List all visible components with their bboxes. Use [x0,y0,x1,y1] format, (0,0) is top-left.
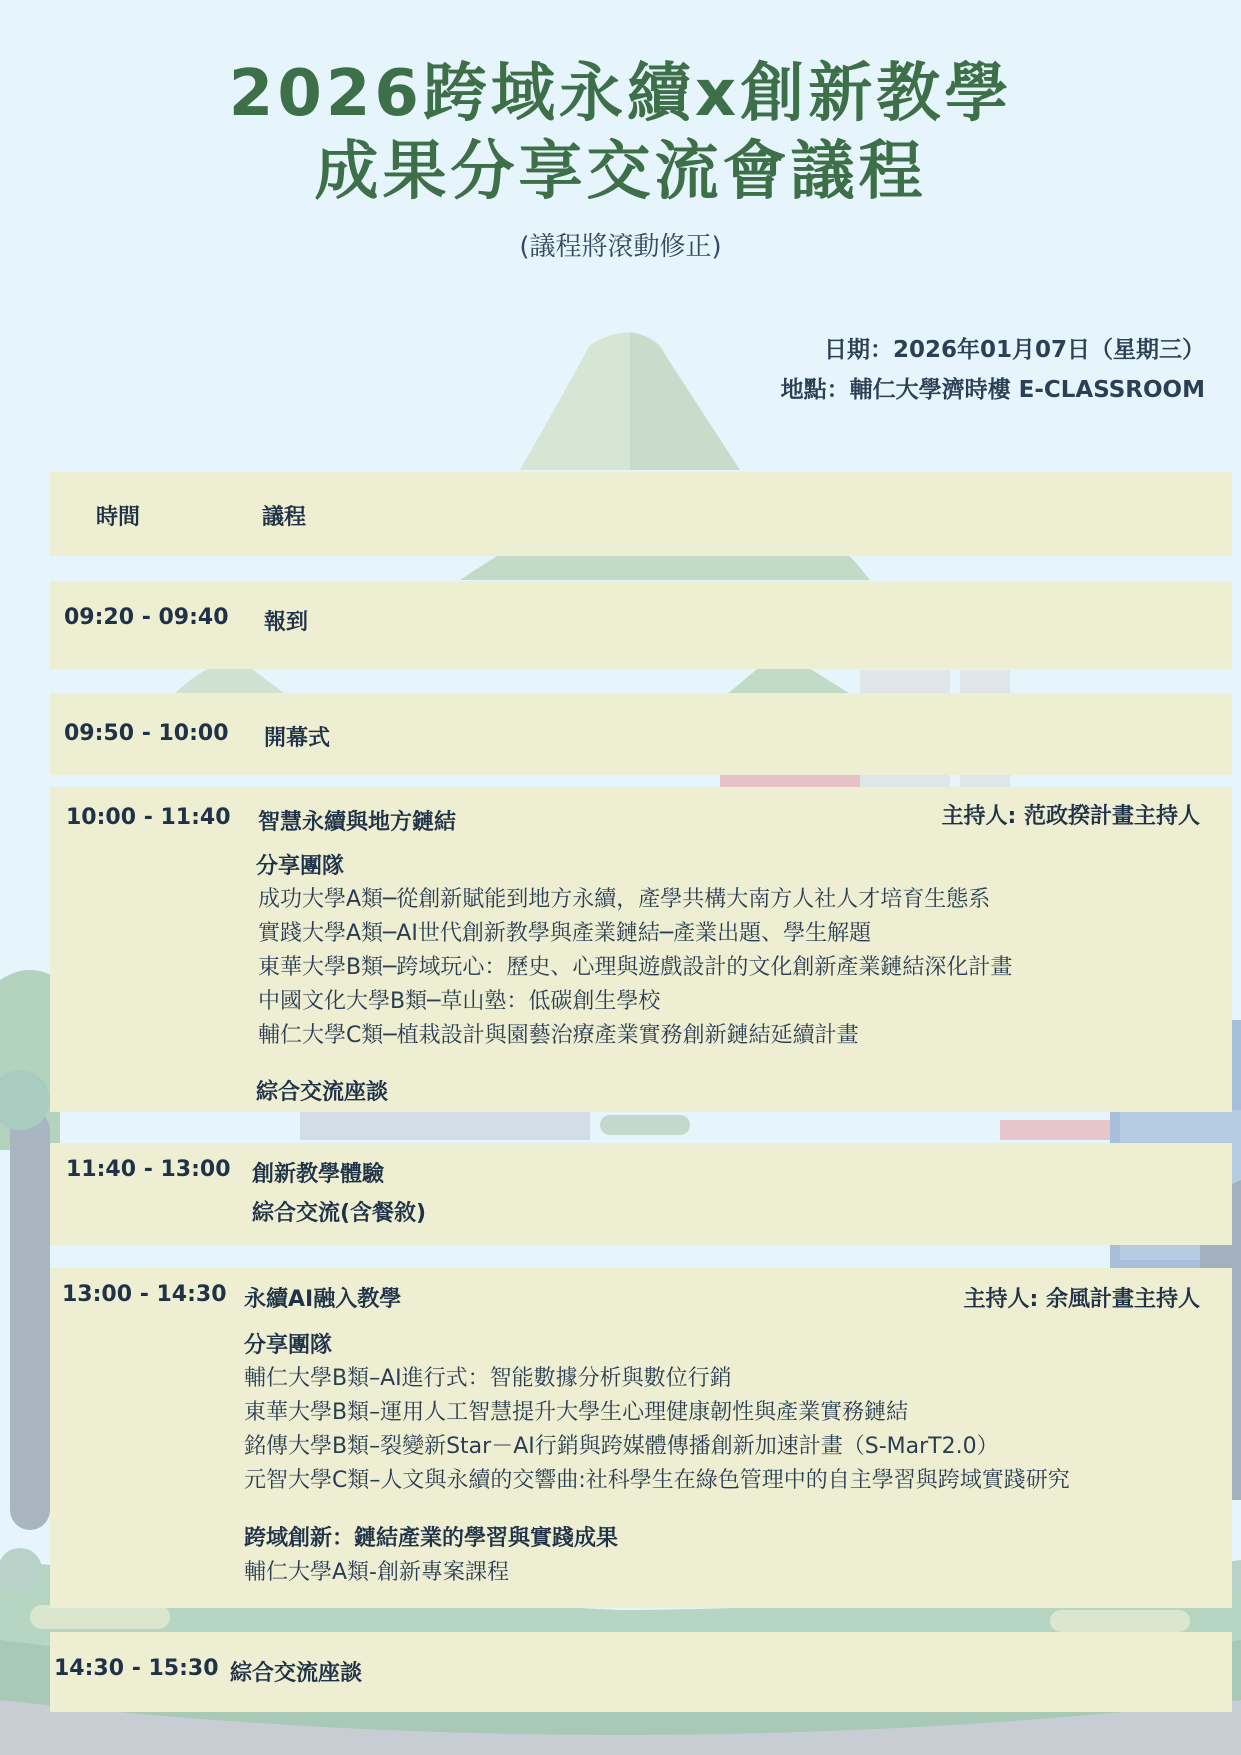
session-time: 09:50 - 10:00 [64,721,229,746]
event-meta [781,330,1205,410]
session-title: 報到 [264,610,309,635]
sharing-team-item: 輔仁大學B類–AI進行式：智能數據分析與數位行銷 [244,1366,732,1391]
agenda-row [50,581,1232,669]
agenda-table-header [50,472,1232,556]
session-time: 14:30 - 15:30 [54,1656,219,1681]
event-location: 地點：輔仁大學濟時樓 E-CLASSROOM [780,377,1205,403]
header-agenda-label: 議程 [262,505,307,530]
session-title: 開幕式 [264,726,331,751]
page-title-line-2: 成果分享交流會議程 [314,135,927,209]
sharing-team-item: 輔仁大學C類─植栽設計與園藝治療產業實務創新鏈結延續計畫 [258,1023,859,1048]
sharing-team-item: 元智大學C類–人文與永續的交響曲:社科學生在綠色管理中的自主學習與跨域實踐研究 [244,1468,1070,1493]
session-host: 主持人: 范政揆計畫主持人 [941,804,1200,829]
sharing-team-label: 分享團隊 [244,1333,333,1358]
session-time: 13:00 - 14:30 [62,1282,227,1307]
sharing-team-list [244,1362,1070,1498]
sharing-team-item: 東華大學B類─跨域玩心：歷史、心理與遊戲設計的文化創新產業鏈結深化計畫 [258,955,1013,980]
sharing-team-item: 銘傳大學B類–裂變新Star－AI行銷與跨媒體傳播創新加速計畫（S-MarT2.0） [244,1434,999,1459]
session-time: 10:00 - 11:40 [66,805,231,830]
session-title: 永續AI融入教學 [244,1287,402,1312]
showcase-list [244,1556,509,1590]
session-closing: 綜合交流座談 [256,1080,389,1105]
sharing-team-item: 實踐大學A類─AI世代創新教學與產業鏈結─產業出題、學生解題 [258,921,872,946]
agenda-row [50,787,1232,1112]
session-title: 綜合交流座談 [230,1661,363,1686]
sharing-team-item: 東華大學B類–運用人工智慧提升大學生心理健康韌性與產業實務鏈結 [244,1400,909,1425]
session-time: 11:40 - 13:00 [66,1157,231,1182]
agenda-row [50,1632,1232,1712]
session-subtitle: 綜合交流(含餐敘) [252,1201,427,1226]
agenda-row [50,693,1232,775]
agenda-row [50,1143,1232,1245]
sharing-team-list [258,883,1012,1053]
session-title: 創新教學體驗 [252,1162,385,1187]
sharing-team-label: 分享團隊 [256,854,345,879]
session-time: 09:20 - 09:40 [64,605,229,630]
sharing-team-item: 成功大學A類─從創新賦能到地方永續，產學共構大南方人社人才培育生態系 [258,887,991,912]
showcase-label: 跨域創新：鏈結產業的學習與實踐成果 [244,1526,619,1551]
header-time-label: 時間 [96,505,141,530]
showcase-item: 輔仁大學A類-創新專案課程 [244,1560,509,1585]
sharing-team-item: 中國文化大學B類─草山塾：低碳創生學校 [258,989,661,1014]
page-subtitle: (議程將滾動修正) [519,232,722,262]
session-title: 智慧永續與地方鏈結 [258,810,457,835]
event-date: 日期：2026年01月07日（星期三） [823,337,1205,363]
page-title-line-1: 2026跨域永續x創新教學 [228,57,1013,131]
agenda-row [50,1268,1232,1608]
session-host: 主持人: 余風計畫主持人 [963,1287,1200,1312]
